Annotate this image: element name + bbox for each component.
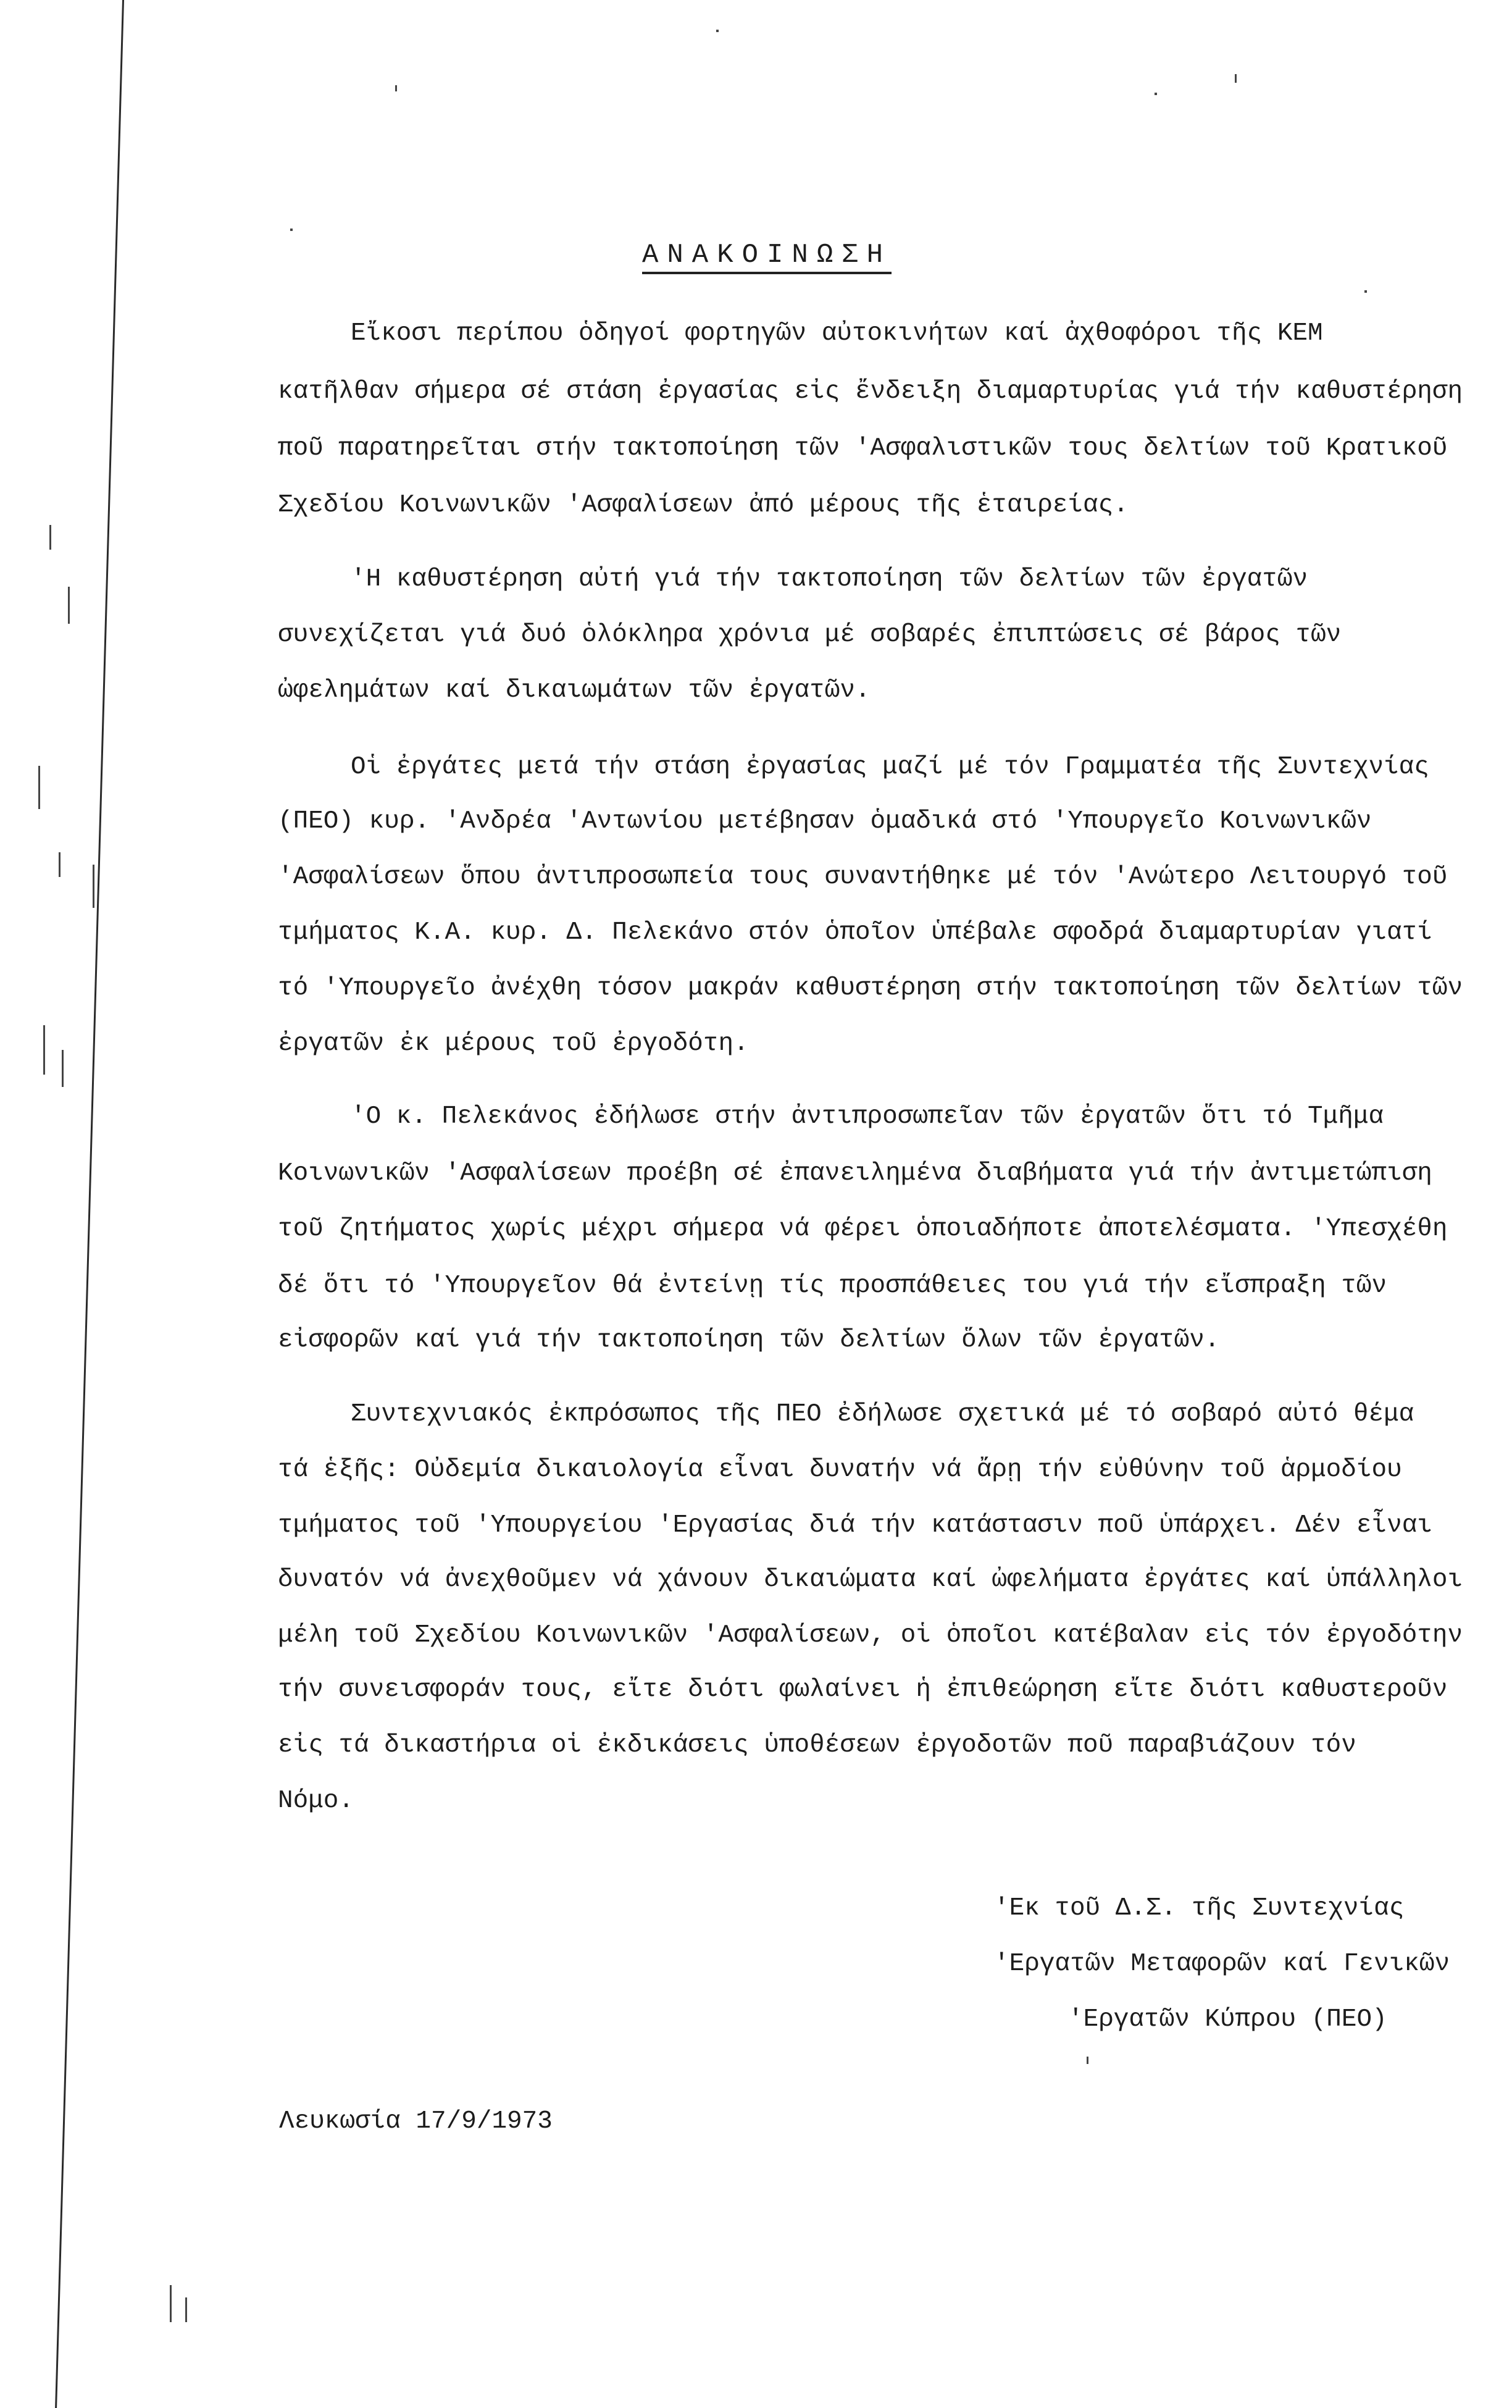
scan-speck [68, 587, 70, 624]
paragraph-2-line-2: συνεχίζεται γιά δυό ὁλόκληρα χρόνια μέ σοβαρές ἐπιπτώσεις σέ βάρος τῶν [278, 621, 1342, 649]
paragraph-4-line-1: 'Ο κ. Πελεκάνος ἐδήλωσε στήν ἀντιπροσωπεῖαν τῶν ἐργατῶν ὅτι τό Τμῆμα [351, 1102, 1384, 1131]
paragraph-5-line-2: τά ἑξῆς: Οὐδεμία δικαιολογία εἶναι δυνατήν νά ἄρῃ τήν εὐθύνην τοῦ ἁρμοδίου [278, 1456, 1402, 1484]
paragraph-3-line-4: τμήματος Κ.Α. κυρ. Δ. Πελεκάνο στόν ὁποῖον ὑπέβαλε σφοδρά διαμαρτυρίαν γιατί [278, 918, 1432, 947]
paragraph-5-line-4: δυνατόν νά ἀνεχθοῦμεν νά χάνουν δικαιώματα καί ὠφελήματα ἐργάτες καί ὑπάλληλοι [278, 1566, 1463, 1594]
paragraph-4-line-4: δέ ὅτι τό 'Υπουργεῖον θά ἐντείνῃ τίς προσπάθειες του γιά τήν εἴσπραξη τῶν [278, 1272, 1387, 1300]
paragraph-3-line-5: τό 'Υπουργεῖο ἀνέχθη τόσον μακράν καθυστέρηση στήν τακτοποίηση τῶν δελτίων τῶν [278, 974, 1463, 1002]
paragraph-2-line-3: ὠφελημάτων καί δικαιωμάτων τῶν ἐργατῶν. [278, 676, 871, 705]
paragraph-3-line-2: (ΠΕΟ) κυρ. 'Ανδρέα 'Αντωνίου μετέβησαν ὁμαδικά στό 'Υπουργεῖο Κοινωνικῶν [278, 807, 1372, 836]
signature-line-2: 'Εργατῶν Μεταφορῶν καί Γενικῶν [994, 1950, 1450, 1978]
paragraph-4-line-3: τοῦ ζητήματος χωρίς μέχρι σήμερα νά φέρει ὁποιαδήποτε ἀποτελέσματα. 'Υπεσχέθη [278, 1215, 1448, 1243]
paragraph-5-line-3: τμήματος τοῦ 'Υπουργείου 'Εργασίας διά τήν κατάστασιν ποῦ ὑπάρχει. Δέν εἶναι [278, 1511, 1432, 1540]
scan-speck [1087, 2057, 1088, 2064]
scan-speck [49, 525, 51, 550]
signature-line-1: 'Εκ τοῦ Δ.Σ. τῆς Συντεχνίας [994, 1894, 1405, 1923]
scan-speck [93, 865, 94, 908]
paragraph-1-line-4: Σχεδίου Κοινωνικῶν 'Ασφαλίσεων ἀπό μέρους τῆς ἑταιρείας. [278, 491, 1129, 519]
paragraph-3-line-3: 'Ασφαλίσεων ὅπου ἀντιπροσωπεία τους συναντήθηκε μέ τόν 'Ανώτερο Λειτουργό τοῦ [278, 863, 1448, 891]
paragraph-3-line-1: Οἱ ἐργάτες μετά τήν στάση ἐργασίας μαζί μέ τόν Γραμματέα τῆς Συντεχνίας [351, 753, 1429, 781]
document-title: ΑΝΑΚΟΙΝΩΣΗ [642, 240, 892, 274]
paragraph-5-line-5: μέλη τοῦ Σχεδίου Κοινωνικῶν 'Ασφαλίσεων, οἱ ὁποῖοι κατέβαλαν εἰς τόν ἐργοδότην [278, 1621, 1463, 1650]
scan-speck [1235, 74, 1237, 83]
scan-speck [62, 1050, 64, 1087]
scan-speck [59, 852, 61, 877]
scan-speck [1364, 290, 1367, 293]
scan-speck [43, 1025, 45, 1075]
paragraph-5-line-7: εἰς τά δικαστήρια οἱ ἐκδικάσεις ὑποθέσεων ἐργοδοτῶν ποῦ παραβιάζουν τόν [278, 1731, 1356, 1760]
paragraph-5-line-8: Νόμο. [278, 1787, 354, 1815]
signature-line-3: 'Εργατῶν Κύπρου (ΠΕΟ) [1068, 2005, 1387, 2034]
paragraph-3-line-6: ἐργατῶν ἐκ μέρους τοῦ ἐργοδότη. [278, 1030, 749, 1058]
paragraph-5-line-1: Συντεχνιακός ἐκπρόσωπος τῆς ΠΕΟ ἐδήλωσε σχετικά μέ τό σοβαρό αὐτό θέμα [351, 1400, 1414, 1428]
document-date: Λευκωσία 17/9/1973 [279, 2107, 553, 2136]
scan-speck [716, 30, 719, 32]
binding-edge-line [55, 0, 124, 2408]
scan-speck [290, 229, 293, 231]
paragraph-2-line-1: 'Η καθυστέρηση αὐτή γιά τήν τακτοποίηση τῶν δελτίων τῶν ἐργατῶν [351, 565, 1308, 594]
paragraph-4-line-2: Κοινωνικῶν 'Ασφαλίσεων προέβη σέ ἐπανειλημένα διαβήματα γιά τήν ἀντιμετώπιση [278, 1159, 1432, 1188]
scan-speck [395, 85, 397, 91]
scan-speck [1155, 93, 1157, 95]
paragraph-4-line-5: εἰσφορῶν καί γιά τήν τακτοποίηση τῶν δελτίων ὅλων τῶν ἐργατῶν. [278, 1326, 1220, 1354]
paragraph-5-line-6: τήν συνεισφοράν τους, εἴτε διότι φωλαίνει ἡ ἐπιθεώρηση εἴτε διότι καθυστεροῦν [278, 1676, 1448, 1704]
scan-speck [170, 2285, 172, 2322]
paragraph-1-line-3: ποῦ παρατηρεῖται στήν τακτοποίηση τῶν 'Ασφαλιστικῶν τους δελτίων τοῦ Κρατικοῦ [278, 434, 1448, 463]
paragraph-1-line-1: Εἴκοσι περίπου ὁδηγοί φορτηγῶν αὐτοκινήτων καί ἀχθοφόροι τῆς ΚΕΜ [351, 319, 1323, 348]
scan-speck [38, 766, 40, 809]
scan-speck [185, 2297, 187, 2322]
paragraph-1-line-2: κατῆλθαν σήμερα σέ στάση ἐργασίας εἰς ἔνδειξη διαμαρτυρίας γιά τήν καθυστέρηση [278, 377, 1463, 406]
